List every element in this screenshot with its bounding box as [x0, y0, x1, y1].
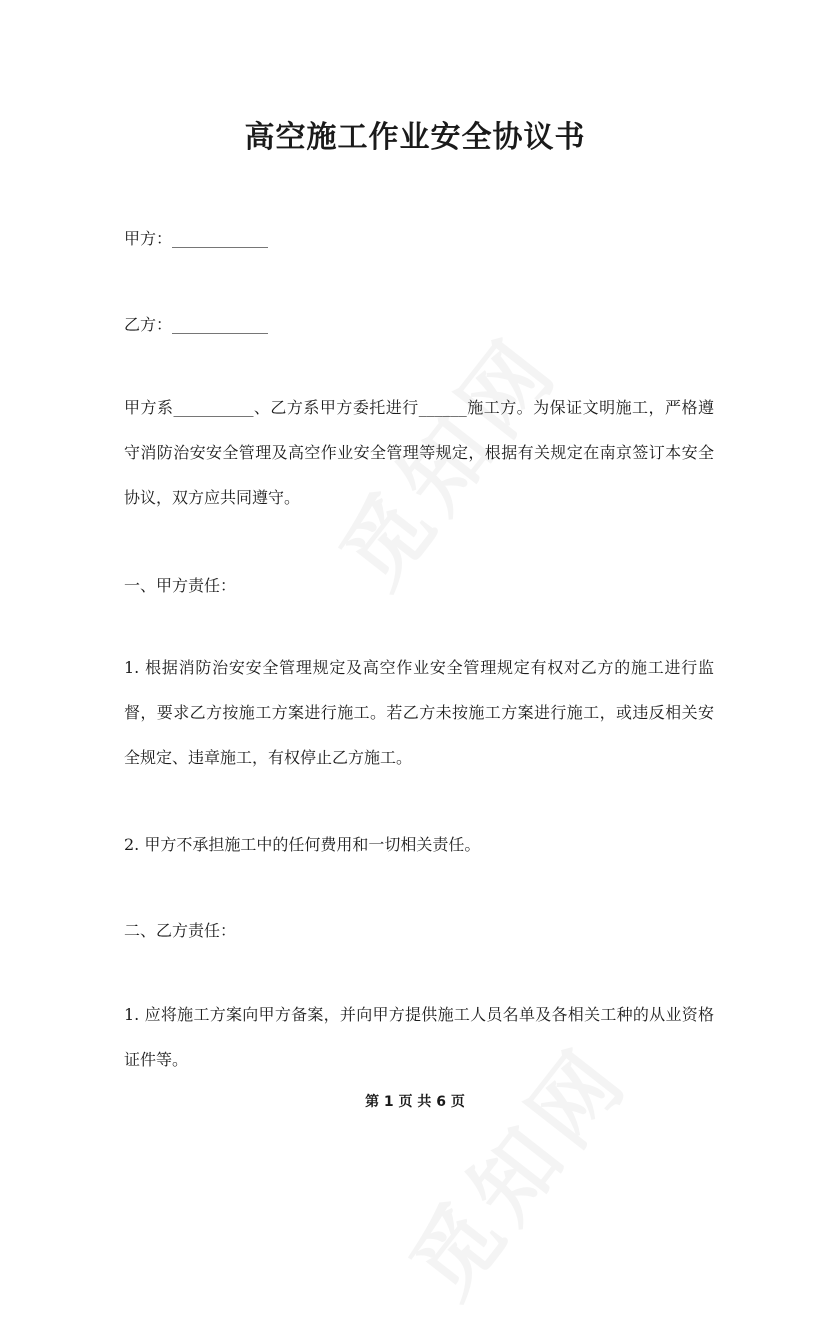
party-b-line: 乙方：____________ — [124, 315, 269, 334]
intro-paragraph: 甲方系__________、乙方系甲方委托进行______施工方。为保证文明施工，严格遵守消防治安安全管理及高空作业安全管理等规定，根据有关规定在南京签订本安全协议，双方应共同遵守。 — [124, 398, 714, 507]
section2-item1: 1. 应将施工方案向甲方备案，并向甲方提供施工人员名单及各相关工种的从业资格证件等。 — [124, 1005, 714, 1069]
section1-heading: 一、甲方责任： — [124, 576, 237, 595]
section2-heading: 二、乙方责任： — [124, 921, 237, 940]
section1-item1: 1. 根据消防治安安全管理规定及高空作业安全管理规定有权对乙方的施工进行监督，要求乙方按施工方案进行施工。若乙方未按施工方案进行施工，或违反相关安全规定、违章施工，有权停止乙方施工。 — [124, 658, 714, 767]
page-footer: 第 1 页 共 6 页 — [365, 1094, 465, 1110]
section1-item2: 2. 甲方不承担施工中的任何费用和一切相关责任。 — [124, 835, 481, 854]
document-title: 高空施工作业安全协议书 — [244, 120, 586, 155]
party-a-line: 甲方：____________ — [124, 229, 269, 248]
